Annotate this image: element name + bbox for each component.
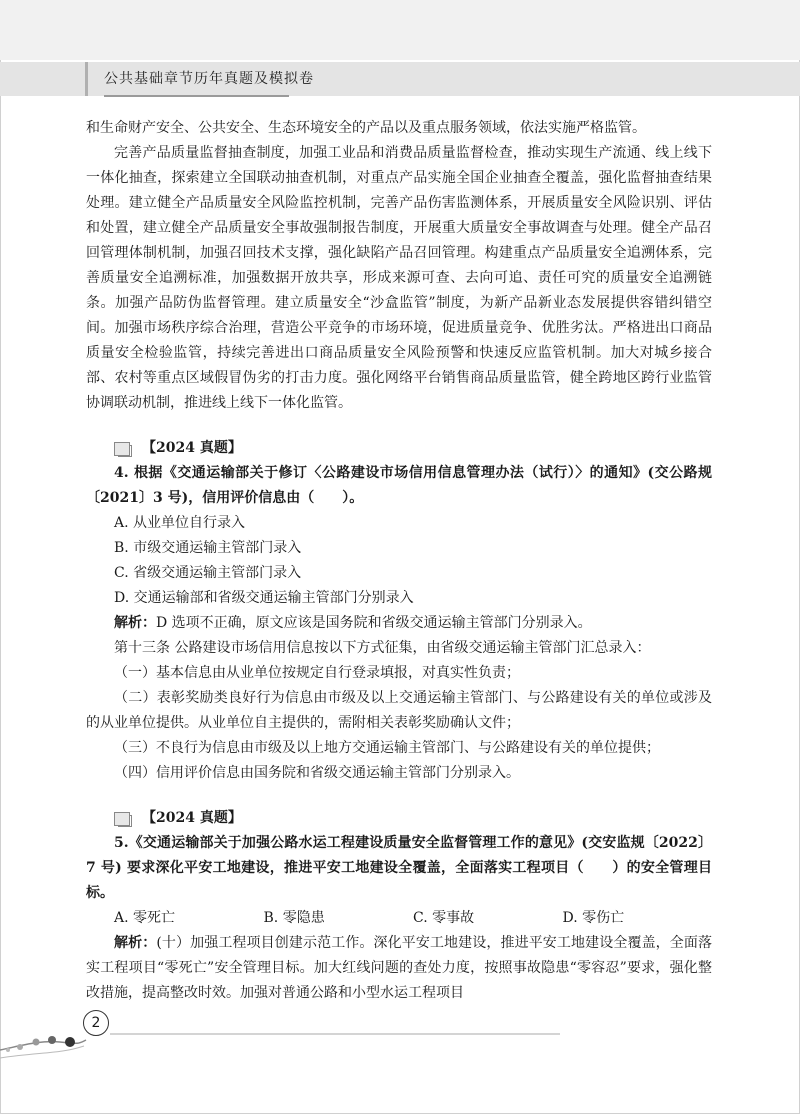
analysis-text: D 选项不正确，原文应该是国务院和省级交通运输主管部门分别录入。	[156, 615, 592, 631]
question-5-stem: 5.《交通运输部关于加强公路水运工程建设质量安全监督管理工作的意见》(交安监规〔2022〕7 号) 要求深化平安工地建设，推进平安工地建设全覆盖，全面落实工程项目（ ）的安全管理目标。	[86, 835, 712, 901]
question-5-option-c: C. 零事故	[413, 910, 475, 926]
question-4-item-4: （四）信用评价信息由国务院和省级交通运输主管部门分别录入。	[114, 765, 520, 781]
question-5-tag-label: 【2024 真题】	[142, 810, 242, 826]
analysis-label: 解析：	[114, 935, 157, 951]
running-title: 公共基础章节历年真题及模拟卷	[104, 63, 314, 95]
question-4-option-d: D. 交通运输部和省级交通运输主管部门分别录入	[114, 590, 414, 606]
question-4-option-b: B. 市级交通运输主管部门录入	[114, 540, 302, 556]
question-5-options	[86, 906, 712, 931]
question-4-item-3: （三）不良行为信息由市级及以上地方交通运输主管部门、与公路建设有关的单位提供；	[114, 740, 660, 756]
header-background	[0, 0, 800, 60]
question-4-tag	[86, 436, 712, 461]
footer-decoration	[0, 1020, 800, 1114]
question-4-stem: 4. 根据《交通运输部关于修订〈公路建设市场信用信息管理办法（试行）〉的通知》(交公路规〔2021〕3 号)，信用评价信息由（ ）。	[86, 465, 712, 506]
question-4-item-1: （一）基本信息由从业单位按规定自行登录填报，对真实性负责；	[114, 665, 520, 681]
analysis-label: 解析：	[114, 615, 156, 631]
question-5-option-a: A. 零死亡	[114, 910, 176, 926]
page-header	[0, 0, 800, 96]
exam-tag-icon	[114, 442, 130, 456]
question-5-option-b: B. 零隐患	[263, 910, 325, 926]
page-number: 2	[83, 1010, 109, 1036]
paragraph-continuation: 和生命财产安全、公共安全、生态环境安全的产品以及重点服务领域，依法实施严格监管。	[86, 120, 646, 136]
question-4-item-2: （二）表彰奖励类良好行为信息由市级及以上交通运输主管部门、与公路建设有关的单位或涉及的从业单位提供。从业单位自主提供的，需附相关表彰奖励确认文件；	[86, 690, 712, 731]
question-4-option-a: A. 从业单位自行录入	[114, 515, 246, 531]
question-4-option-c: C. 省级交通运输主管部门录入	[114, 565, 302, 581]
paragraph-quality-supervision: 完善产品质量监督抽查制度，加强工业品和消费品质量监督检查，推动实现生产流通、线上线下一体化抽查，探索建立全国联动抽查机制，对重点产品实施全国企业抽查全覆盖，强化监督抽查结果处理。建立健全产品质量安全风险监控机制，完善产品伤害监测体系，开展质量安全风险识别、评估和处置，建立健全产品质量安全事故强制报告制度，开展重大质量安全事故调查与处理。健全产品召回管理体制机制，加强召回技术支撑，强化缺陷产品召回管理。构建重点产品质量安全追溯体系，完善质量安全追溯标准，加强数据开放共享，形成来源可查、去向可追、责任可究的质量安全追溯链条。加强产品防伪监督管理。建立质量安全“沙盒监管”制度，为新产品新业态发展提供容错纠错空间。加强市场秩序综合治理，营造公平竞争的市场环境，促进质量竞争、优胜劣汰。严格进出口商品质量安全检验监管，持续完善进出口商品质量安全风险预警和快速反应监管机制。加大对城乡接合部、农村等重点区域假冒伪劣的打击力度。强化网络平台销售商品质量监管，健全跨地区跨行业监管协调联动机制，推进线上线下一体化监管。	[86, 145, 712, 411]
question-5-analysis	[86, 931, 712, 1006]
analysis-text: (十）加强工程项目创建示范工作。深化平安工地建设，推进平安工地建设全覆盖，全面落实工程项目“零死亡”安全管理目标。加大红线问题的查处力度，按照事故隐患“零容忍”要求，强化整改措施，提高整改时效。加强对普通公路和小型水运工程项目	[86, 935, 712, 1001]
question-5-tag	[86, 806, 712, 831]
question-5-option-d: D. 零伤亡	[562, 910, 625, 926]
page-body	[86, 116, 712, 1006]
question-4-article: 第十三条 公路建设市场信用信息按以下方式征集，由省级交通运输主管部门汇总录入：	[114, 640, 651, 656]
exam-tag-icon	[114, 812, 130, 826]
question-4-analysis	[86, 611, 712, 636]
question-4-tag-label: 【2024 真题】	[142, 440, 242, 456]
